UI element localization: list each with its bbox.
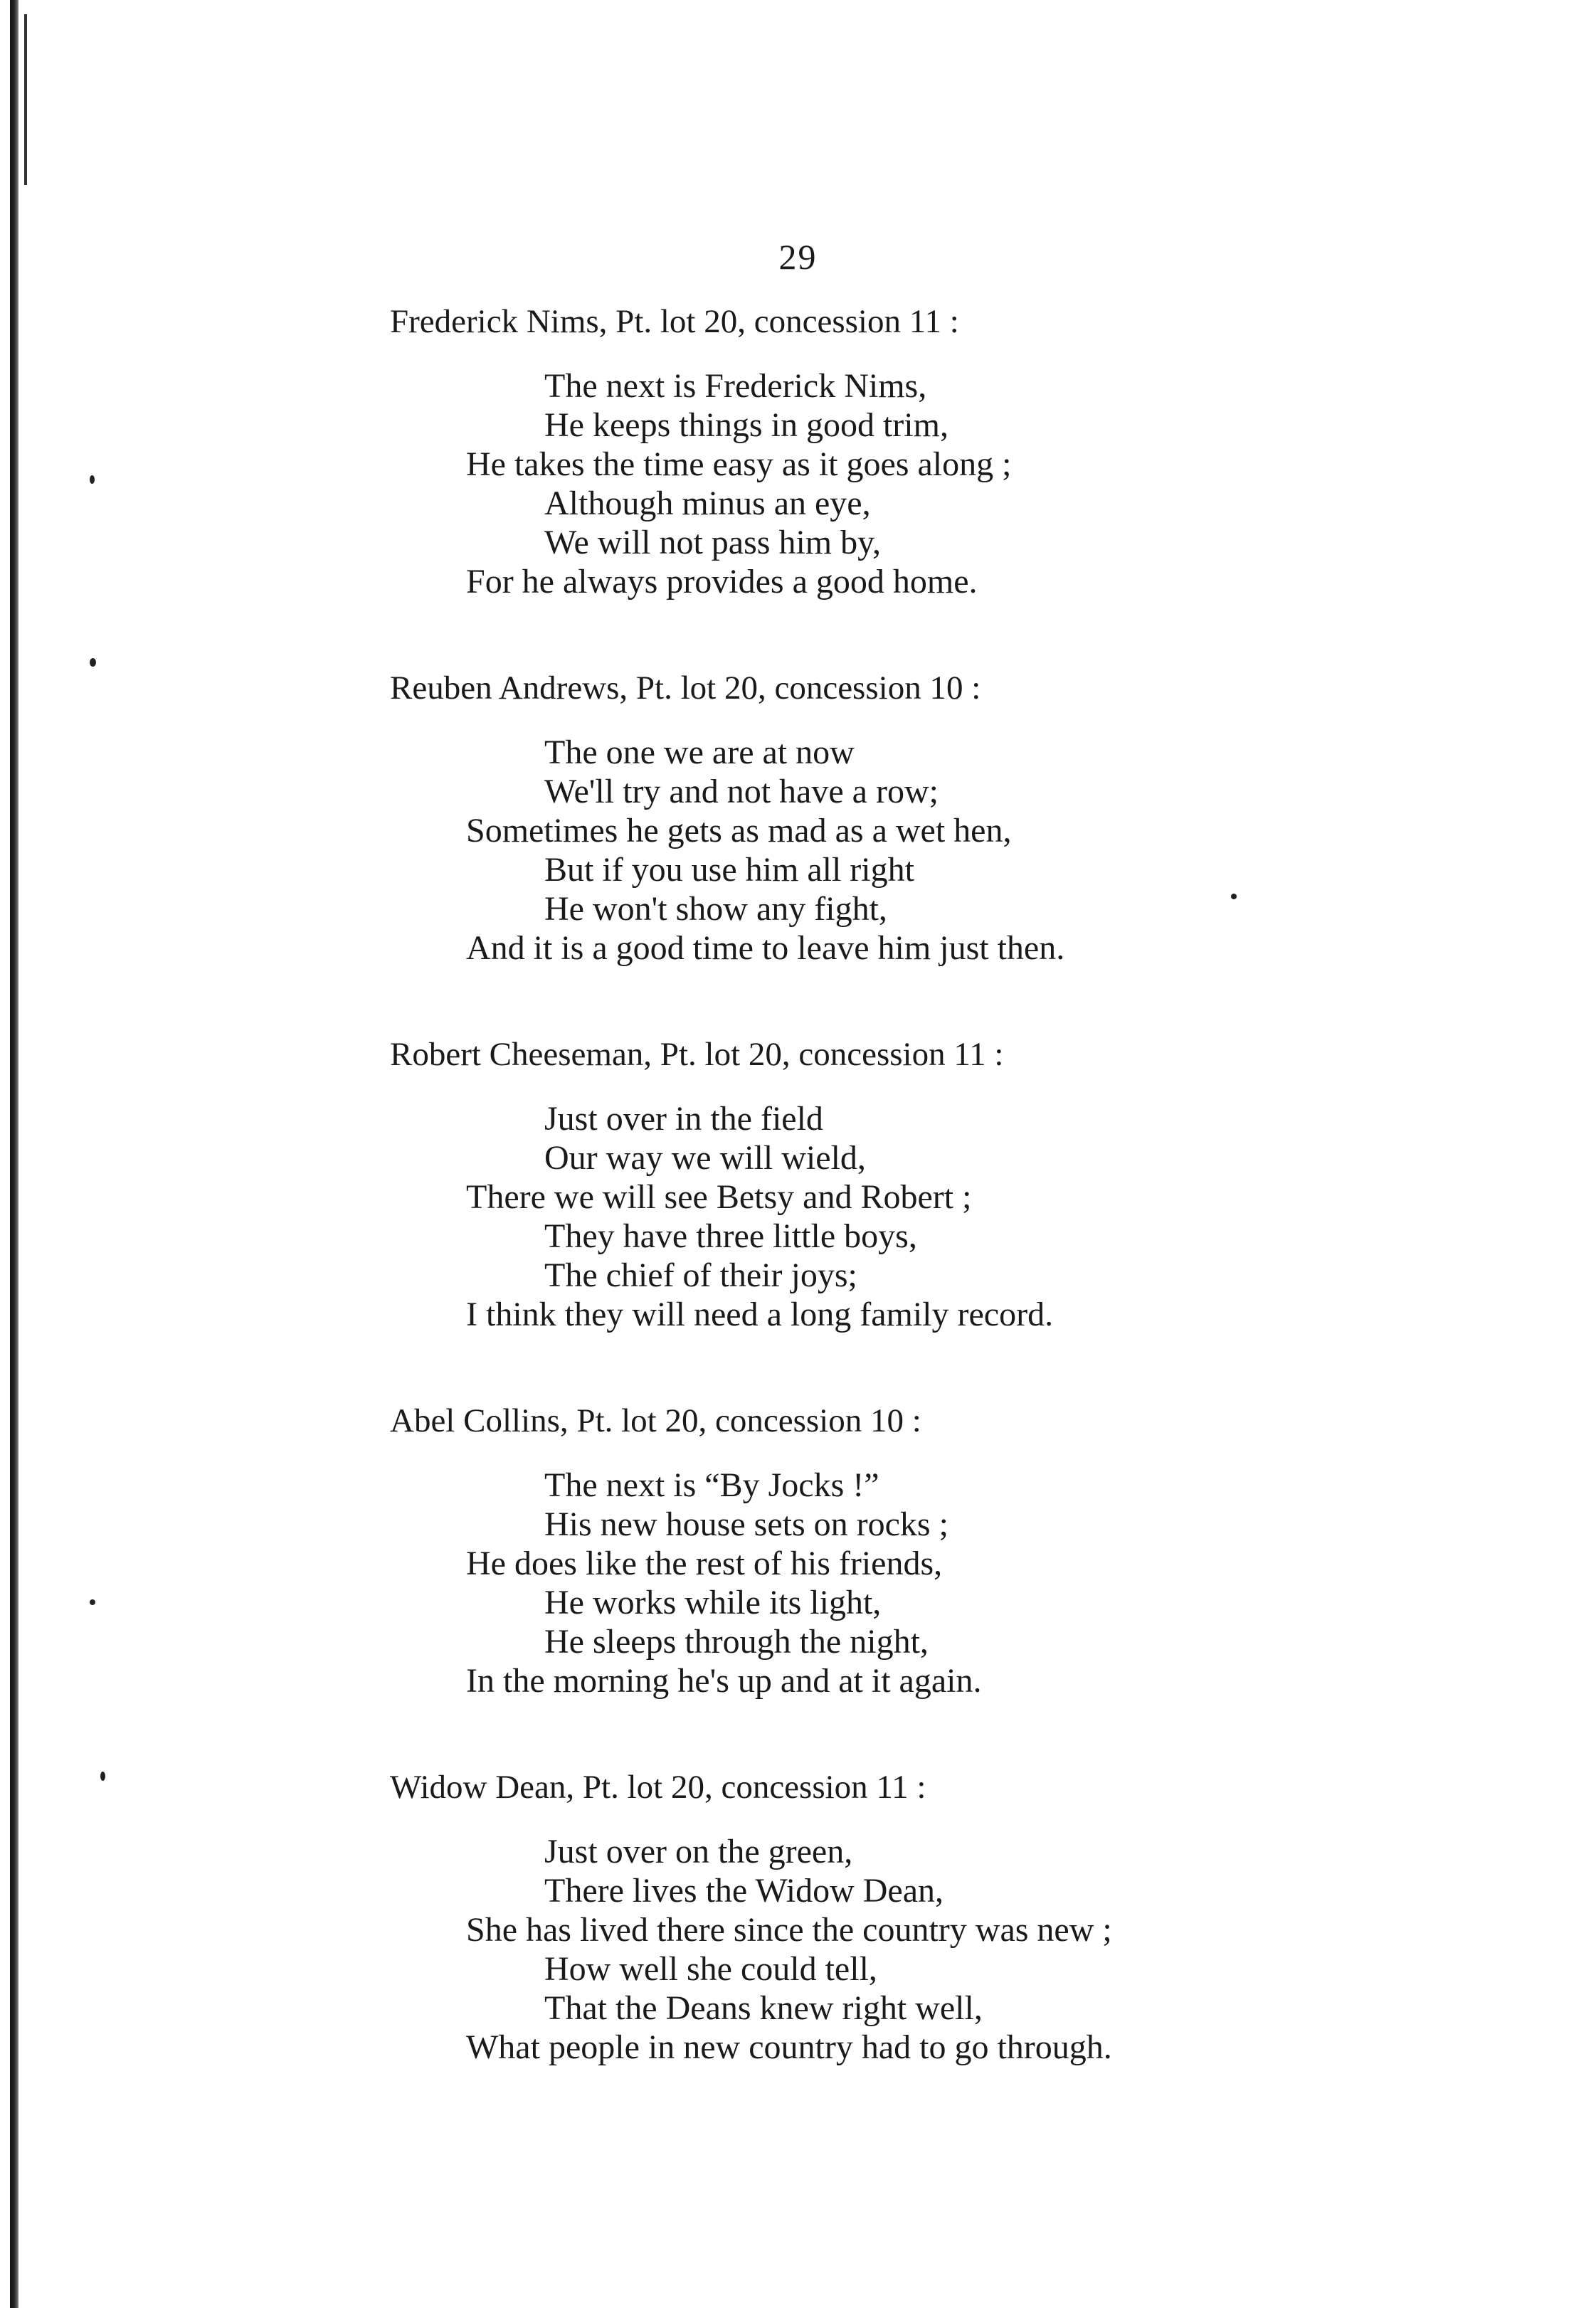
verse-line: Sometimes he gets as mad as a wet hen, <box>466 812 1012 849</box>
verse-line: She has lived there since the country was new ; <box>466 1911 1112 1949</box>
entry-heading: Robert Cheeseman, Pt. lot 20, concession 11 : <box>390 1036 1004 1073</box>
verse-line: I think they will need a long family record. <box>466 1296 1054 1333</box>
verse-line: Just over in the field <box>544 1100 823 1138</box>
verse-line: In the morning he's up and at it again. <box>466 1662 982 1700</box>
verse-line: He sleeps through the night, <box>544 1623 929 1661</box>
verse-line: They have three little boys, <box>544 1217 917 1255</box>
verse-line: There we will see Betsy and Robert ; <box>466 1178 972 1216</box>
verse-line: We will not pass him by, <box>544 524 881 561</box>
verse-line: Our way we will wield, <box>544 1139 866 1177</box>
margin-speck <box>90 658 96 667</box>
verse-line: Just over on the green, <box>544 1833 853 1870</box>
entry-heading: Frederick Nims, Pt. lot 20, concession 11 : <box>390 303 959 340</box>
verse-line: What people in new country had to go through. <box>466 2028 1112 2066</box>
binding-edge <box>10 0 19 2308</box>
verse-line: The next is “By Jocks !” <box>544 1466 879 1504</box>
entry-heading: Reuben Andrews, Pt. lot 20, concession 10 : <box>390 669 981 706</box>
page-number: 29 <box>778 237 818 277</box>
binding-edge-mark <box>24 14 27 185</box>
margin-speck <box>90 1599 95 1605</box>
verse-line: He keeps things in good trim, <box>544 406 948 444</box>
verse-line: He does like the rest of his friends, <box>466 1545 943 1582</box>
verse-line: The chief of their joys; <box>544 1256 857 1294</box>
verse-line: The next is Frederick Nims, <box>544 367 927 405</box>
verse-line: His new house sets on rocks ; <box>544 1505 948 1543</box>
entry-heading: Widow Dean, Pt. lot 20, concession 11 : <box>390 1769 926 1806</box>
verse-line: How well she could tell, <box>544 1950 877 1988</box>
verse-line: He takes the time easy as it goes along ; <box>466 445 1012 483</box>
verse-line: The one we are at now <box>544 734 855 771</box>
margin-speck <box>90 475 95 484</box>
verse-line: And it is a good time to leave him just then. <box>466 929 1065 967</box>
entry-heading: Abel Collins, Pt. lot 20, concession 10 : <box>390 1402 921 1439</box>
verse-line: He won't show any fight, <box>544 890 887 928</box>
verse-line: There lives the Widow Dean, <box>544 1872 944 1910</box>
verse-line: For he always provides a good home. <box>466 563 978 600</box>
verse-line: But if you use him all right <box>544 851 914 889</box>
verse-line: We'll try and not have a row; <box>544 773 939 810</box>
margin-speck <box>1231 894 1237 899</box>
verse-line: Although minus an eye, <box>544 485 871 522</box>
verse-line: That the Deans knew right well, <box>544 1989 983 2027</box>
verse-line: He works while its light, <box>544 1584 882 1621</box>
margin-speck <box>100 1772 105 1781</box>
